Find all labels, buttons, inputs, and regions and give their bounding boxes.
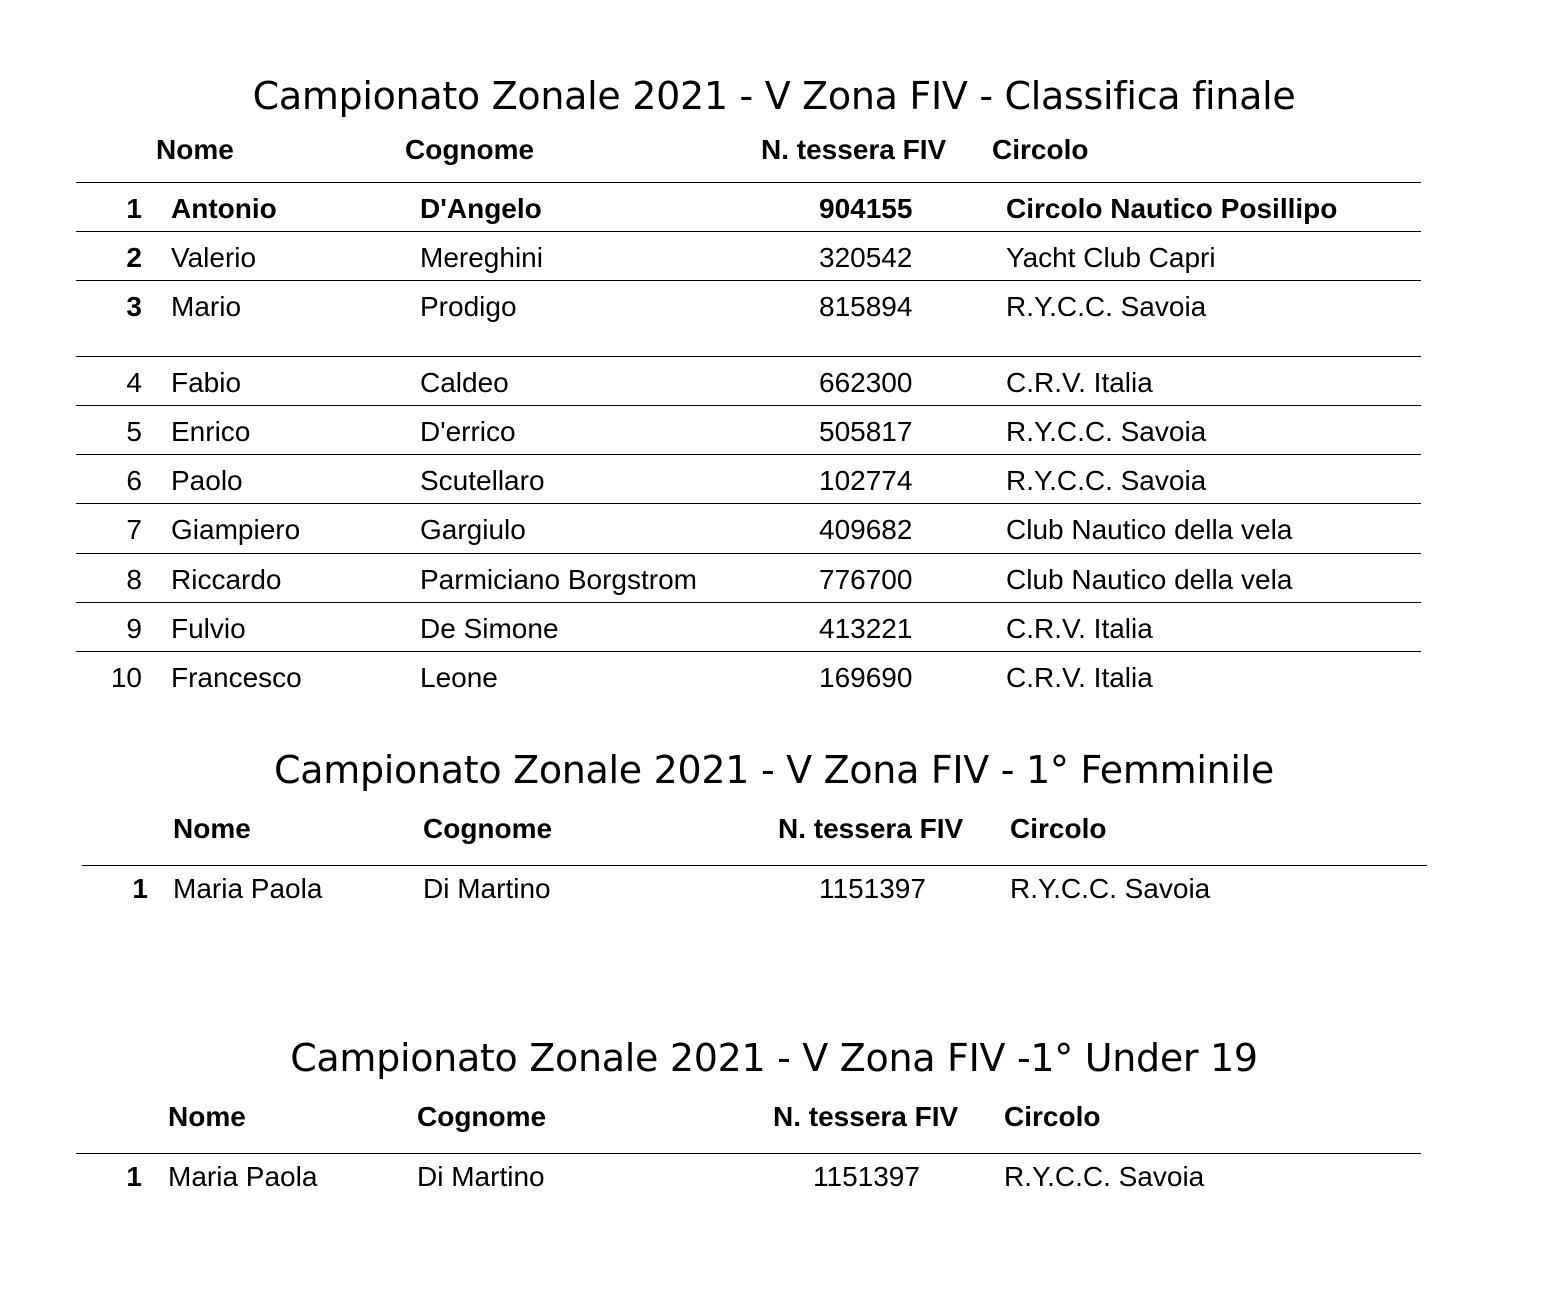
last-name: Leone — [420, 662, 498, 693]
club: C.R.V. Italia — [1006, 367, 1153, 398]
row-divider — [76, 602, 1421, 603]
club: Club Nautico della vela — [1006, 514, 1293, 545]
card-number: 815894 — [819, 291, 913, 322]
club: R.Y.C.C. Savoia — [1010, 873, 1211, 904]
row-divider — [76, 231, 1421, 232]
first-name: Francesco — [171, 662, 302, 693]
header-tessera: N. tessera FIV — [761, 134, 947, 165]
row-divider — [76, 651, 1421, 652]
club: R.Y.C.C. Savoia — [1006, 465, 1207, 496]
row-divider — [76, 454, 1421, 455]
card-number: 1151397 — [813, 1161, 920, 1192]
first-name: Valerio — [171, 242, 257, 273]
club: C.R.V. Italia — [1006, 662, 1153, 693]
header-nome: Nome — [156, 134, 234, 165]
header-divider — [76, 182, 1421, 183]
table-row — [0, 415, 1548, 449]
club: C.R.V. Italia — [1006, 613, 1153, 644]
header-tessera: N. tessera FIV — [773, 1101, 959, 1132]
rank: 3 — [126, 291, 142, 322]
last-name: Di Martino — [417, 1161, 545, 1192]
rank: 4 — [126, 367, 142, 398]
table-row — [0, 1160, 1548, 1194]
first-name: Giampiero — [171, 514, 301, 545]
last-name: Caldeo — [420, 367, 509, 398]
first-name: Maria Paola — [173, 873, 323, 904]
club: R.Y.C.C. Savoia — [1004, 1161, 1205, 1192]
card-number: 505817 — [819, 416, 913, 447]
table-row — [0, 661, 1548, 695]
table-row — [0, 464, 1548, 498]
table-row — [0, 513, 1548, 547]
last-name: Scutellaro — [420, 465, 545, 496]
club: R.Y.C.C. Savoia — [1006, 291, 1207, 322]
table-row — [0, 241, 1548, 275]
table-row — [0, 366, 1548, 400]
header-nome: Nome — [168, 1101, 246, 1132]
rank: 10 — [110, 662, 142, 693]
header-circolo: Circolo — [1010, 813, 1107, 844]
club: Circolo Nautico Posillipo — [1006, 193, 1338, 224]
rank: 5 — [126, 416, 142, 447]
club: Yacht Club Capri — [1006, 242, 1216, 273]
first-name: Fabio — [171, 367, 242, 398]
rank: 1 — [132, 873, 148, 904]
header-cognome: Cognome — [405, 134, 535, 165]
card-number: 409682 — [819, 514, 913, 545]
header-cognome: Cognome — [423, 813, 553, 844]
last-name: Mereghini — [420, 242, 543, 273]
section-title-femminile: Campionato Zonale 2021 - V Zona FIV - 1° Femminile — [274, 748, 1274, 792]
header-divider — [82, 865, 1427, 866]
row-divider — [76, 503, 1421, 504]
last-name: D'Angelo — [420, 193, 542, 224]
last-name: Di Martino — [423, 873, 551, 904]
table-row — [0, 192, 1548, 226]
rank: 9 — [126, 613, 142, 644]
header-circolo: Circolo — [992, 134, 1089, 165]
header-tessera: N. tessera FIV — [778, 813, 964, 844]
card-number: 102774 — [819, 465, 913, 496]
last-name: De Simone — [420, 613, 559, 644]
section-title-classifica-finale: Campionato Zonale 2021 - V Zona FIV - Classifica finale — [252, 74, 1296, 118]
table-row — [0, 563, 1548, 597]
card-number: 413221 — [819, 613, 913, 644]
row-divider — [76, 356, 1421, 357]
last-name: Prodigo — [420, 291, 517, 322]
rank: 1 — [126, 193, 142, 224]
last-name: Parmiciano Borgstrom — [420, 564, 697, 595]
first-name: Fulvio — [171, 613, 246, 644]
card-number: 169690 — [819, 662, 913, 693]
card-number: 776700 — [819, 564, 913, 595]
rank: 8 — [126, 564, 142, 595]
last-name: D'errico — [420, 416, 516, 447]
row-divider — [76, 280, 1421, 281]
first-name: Riccardo — [171, 564, 282, 595]
row-divider — [76, 553, 1421, 554]
table-row — [0, 872, 1548, 906]
header-divider — [76, 1153, 1421, 1154]
rank: 7 — [126, 514, 142, 545]
first-name: Maria Paola — [168, 1161, 318, 1192]
header-nome: Nome — [173, 813, 251, 844]
first-name: Mario — [171, 291, 242, 322]
first-name: Antonio — [171, 193, 277, 224]
rank: 1 — [126, 1161, 142, 1192]
club: R.Y.C.C. Savoia — [1006, 416, 1207, 447]
last-name: Gargiulo — [420, 514, 526, 545]
club: Club Nautico della vela — [1006, 564, 1293, 595]
section-title-under-19: Campionato Zonale 2021 - V Zona FIV -1° Under 19 — [290, 1036, 1258, 1080]
card-number: 662300 — [819, 367, 913, 398]
card-number: 1151397 — [819, 873, 926, 904]
card-number: 904155 — [819, 193, 913, 224]
table-row — [0, 290, 1548, 324]
row-divider — [76, 405, 1421, 406]
header-cognome: Cognome — [417, 1101, 547, 1132]
first-name: Paolo — [171, 465, 243, 496]
first-name: Enrico — [171, 416, 251, 447]
rank: 2 — [126, 242, 142, 273]
card-number: 320542 — [819, 242, 913, 273]
table-row — [0, 612, 1548, 646]
rank: 6 — [126, 465, 142, 496]
header-circolo: Circolo — [1004, 1101, 1101, 1132]
